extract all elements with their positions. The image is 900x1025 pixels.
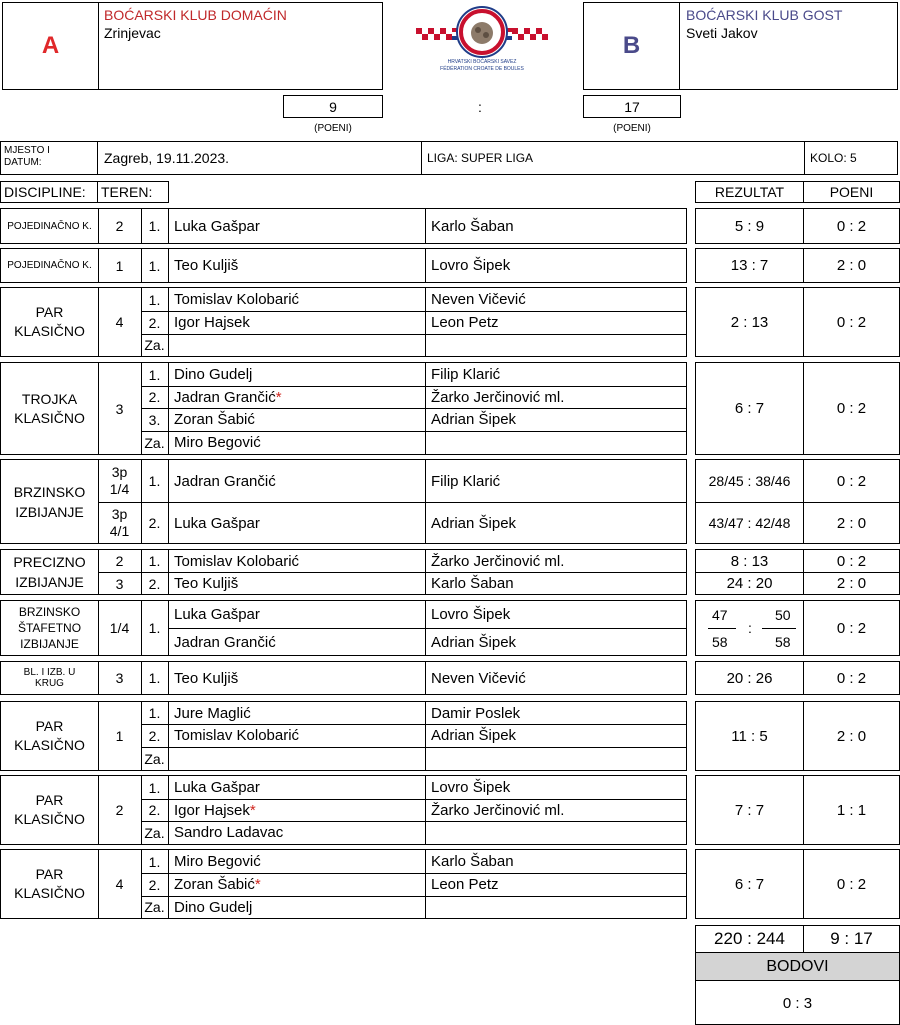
result-block-3 — [695, 287, 900, 357]
home-player: Zoran Šabić — [174, 411, 255, 428]
home-player: Jadran Grančić — [174, 472, 276, 490]
guest-player: Adrian Šipek — [431, 633, 517, 651]
discipline-block-2 — [0, 248, 687, 283]
home-player: Teo Kuljiš — [174, 669, 239, 687]
player-slot: 1. — [148, 366, 161, 383]
guest-player: Lovro Šipek — [431, 606, 511, 623]
result-block-10 — [695, 775, 900, 845]
result-block-9 — [695, 701, 900, 771]
home-player: Jadran Grančić — [174, 633, 276, 651]
result: 6 : 7 — [734, 400, 765, 417]
guest-player: Karlo Šaban — [431, 217, 514, 235]
guest-player: Žarko Jerčinović ml. — [431, 388, 565, 406]
field-number: 1/4 — [109, 620, 130, 636]
discipline-block-6 — [0, 549, 687, 595]
home-club-box — [2, 2, 383, 90]
field-number: 3p 4/1 — [109, 506, 130, 539]
result-block-7 — [695, 600, 900, 656]
total-points: 9 : 17 — [830, 929, 873, 948]
discipline-block-11 — [0, 849, 687, 919]
guest-player: Lovro Šipek — [431, 257, 511, 274]
points: 0 : 2 — [836, 400, 867, 417]
guest-player: Damir Poslek — [431, 704, 521, 722]
points: 2 : 0 — [836, 727, 867, 745]
guest-player: Žarko Jerčinović ml. — [431, 552, 565, 570]
home-player: Teo Kuljiš — [174, 257, 239, 274]
home-player: Tomislav Kolobarić — [174, 291, 300, 308]
player-slot: Za. — [144, 337, 165, 353]
result: 11 : 5 — [731, 727, 768, 745]
result: 13 : 7 — [730, 257, 769, 274]
player-slot: 1. — [148, 218, 161, 234]
info-row — [0, 141, 898, 175]
guest-player: Filip Klarić — [431, 472, 501, 490]
home-club-name: Zrinjevac — [104, 25, 161, 41]
player-slot: 2. — [148, 876, 161, 893]
points-header: POENI — [829, 184, 874, 200]
player-slot: 1. — [148, 705, 161, 721]
points: 0 : 2 — [836, 875, 867, 893]
player-slot: 2. — [148, 389, 161, 405]
home-score-caption: (POENI) — [314, 123, 352, 134]
result-block-2 — [695, 248, 900, 283]
place-date-label: MJESTO I DATUM: — [4, 145, 50, 168]
home-letter: A — [41, 32, 60, 59]
result-header: REZULTAT — [714, 184, 785, 200]
discipline-name: BL. I IZB. U KRUG — [23, 667, 76, 689]
home-player: Tomislav Kolobarić — [174, 552, 300, 570]
field-number: 4 — [115, 314, 124, 330]
bodovi-label: BODOVI — [696, 953, 899, 980]
points: 1 : 1 — [836, 801, 867, 819]
guest-player: Adrian Šipek — [431, 514, 517, 532]
home-club-label: BOĆARSKI KLUB DOMAĆIN — [104, 7, 287, 23]
home-player: Luka Gašpar — [174, 514, 260, 532]
home-score: 9 — [283, 95, 383, 118]
discipline-name: PAR KLASIČNO — [14, 792, 85, 827]
discipline-block-10 — [0, 775, 687, 845]
field-number: 1 — [115, 728, 124, 744]
discipline-block-4 — [0, 362, 687, 455]
logo-text-bottom: FÉDÉRATION CROATE DE BOULES — [440, 66, 524, 72]
discipline-block-9 — [0, 701, 687, 771]
result-block-5 — [695, 459, 900, 544]
player-slot: Za. — [144, 750, 165, 767]
discipline-block-8 — [0, 661, 687, 695]
substitution-mark: * — [249, 801, 256, 819]
home-player: Dino Gudelj — [174, 898, 253, 916]
field-number: 2 — [115, 802, 124, 818]
result: 24 : 20 — [726, 575, 773, 592]
points: 0 : 2 — [836, 313, 867, 331]
discipline-name: BRZINSKO IZBIJANJE — [13, 483, 86, 520]
guest-club-box — [583, 2, 898, 90]
discipline-block-7 — [0, 600, 687, 656]
column-header-left — [0, 181, 169, 203]
player-slot: 1. — [148, 291, 161, 308]
home-player: Jadran Grančić * — [174, 388, 282, 406]
guest-player: Leon Petz — [431, 876, 499, 893]
total-result: 220 : 244 — [714, 929, 785, 948]
guest-player: Adrian Šipek — [431, 411, 517, 428]
field-number: 3p 1/4 — [109, 464, 130, 497]
result-block-8 — [695, 661, 900, 695]
home-player: Igor Hajsek — [174, 314, 250, 331]
result-block-4 — [695, 362, 900, 455]
disciplines-header: DISCIPLINE: — [4, 184, 86, 200]
substitution-mark: * — [254, 876, 261, 893]
player-slot: 3. — [148, 411, 161, 428]
discipline-name: POJEDINAČNO K. — [7, 260, 92, 271]
result: 5 : 9 — [734, 217, 765, 235]
result: 28/45 : 38/46 — [708, 473, 791, 489]
points: 0 : 2 — [836, 472, 867, 490]
discipline-name: PAR KLASIČNO — [14, 304, 85, 339]
result-separator: : — [748, 620, 752, 636]
guest-score-caption: (POENI) — [613, 123, 651, 134]
points: 2 : 0 — [836, 575, 867, 592]
home-player: Zoran Šabić * — [174, 876, 261, 893]
guest-score: 17 — [583, 95, 681, 118]
league: LIGA: SUPER LIGA — [427, 151, 534, 165]
guest-player: Karlo Šaban — [431, 853, 514, 870]
discipline-block-1 — [0, 208, 687, 244]
logo-text-top: HRVATSKI BOĆARSKI SAVEZ — [447, 59, 517, 65]
result: 43/47 : 42/48 — [708, 515, 791, 531]
discipline-name: BRZINSKO ŠTAFETNO IZBIJANJE — [17, 605, 82, 651]
field-number: 3 — [115, 575, 124, 592]
player-slot: 1. — [148, 779, 161, 796]
discipline-name: PRECIZNO IZBIJANJE — [13, 554, 86, 590]
result: 7 : 7 — [734, 801, 765, 819]
home-player: Dino Gudelj — [174, 366, 253, 383]
field-number: 2 — [115, 553, 124, 569]
substitution-mark: * — [275, 388, 282, 406]
discipline-name: TROJKA KLASIČNO — [14, 390, 85, 426]
home-player: Miro Begović — [174, 853, 261, 870]
player-slot: 1. — [148, 553, 161, 569]
field-number: 1 — [115, 257, 124, 274]
player-slot: 2. — [148, 575, 161, 592]
field-header: TEREN: — [101, 184, 153, 200]
field-number: 4 — [115, 876, 124, 892]
home-player: Tomislav Kolobarić — [174, 727, 300, 744]
points: 0 : 2 — [836, 669, 867, 687]
home-player: Luka Gašpar — [174, 217, 260, 235]
points: 0 : 2 — [836, 552, 867, 570]
guest-player: Filip Klarić — [431, 366, 501, 383]
player-slot: 2. — [148, 727, 161, 744]
federation-logo — [412, 4, 552, 74]
player-slot: 2. — [148, 515, 161, 531]
home-player: Luka Gašpar — [174, 779, 260, 796]
player-slot: 1. — [148, 853, 161, 870]
field-number: 2 — [115, 218, 124, 234]
points: 0 : 2 — [836, 217, 867, 235]
home-player: Jure Maglić — [174, 704, 251, 722]
result-guest-top: 50 — [775, 607, 791, 623]
result-home-bottom: 58 — [712, 634, 728, 650]
points: 2 : 0 — [836, 514, 867, 532]
player-slot: Za. — [144, 899, 165, 915]
guest-club-name: Sveti Jakov — [686, 25, 758, 41]
player-slot: 1. — [148, 670, 161, 686]
guest-player: Neven Vičević — [431, 291, 526, 308]
totals-box — [695, 925, 900, 1025]
discipline-name: PAR KLASIČNO — [14, 866, 85, 901]
place-date-value: Zagreb, 19.11.2023. — [104, 150, 230, 166]
player-slot: 2. — [148, 314, 161, 331]
round: KOLO: 5 — [810, 151, 857, 165]
column-header-right — [695, 181, 900, 203]
home-player: Luka Gašpar — [174, 606, 260, 623]
guest-letter: B — [622, 32, 641, 59]
field-number: 3 — [115, 670, 124, 686]
discipline-block-5 — [0, 459, 687, 544]
discipline-name: POJEDINAČNO K. — [7, 220, 92, 232]
discipline-block-3 — [0, 287, 687, 357]
guest-player: Karlo Šaban — [431, 575, 514, 592]
result-block-6 — [695, 549, 900, 595]
guest-player: Žarko Jerčinović ml. — [431, 801, 565, 819]
result: 20 : 26 — [726, 669, 773, 687]
result-guest-bottom: 58 — [775, 634, 791, 650]
player-slot: 1. — [148, 473, 161, 489]
guest-player: Adrian Šipek — [431, 727, 517, 744]
result: 6 : 7 — [734, 875, 765, 893]
result-block-11 — [695, 849, 900, 919]
score-separator: : — [478, 99, 482, 115]
field-number: 3 — [115, 400, 124, 417]
home-player: Miro Begović — [174, 434, 261, 451]
player-slot: Za. — [144, 434, 165, 451]
guest-player: Leon Petz — [431, 314, 499, 331]
home-player: Teo Kuljiš — [174, 575, 239, 592]
player-slot: 1. — [148, 257, 161, 274]
result-block-1 — [695, 208, 900, 244]
home-player: Igor Hajsek * — [174, 801, 256, 819]
discipline-name: PAR KLASIČNO — [14, 718, 85, 753]
result-home-top: 47 — [712, 607, 728, 623]
player-slot: 2. — [148, 802, 161, 818]
result: 8 : 13 — [730, 552, 769, 570]
points: 2 : 0 — [836, 257, 867, 274]
bodovi-value: 0 : 3 — [782, 994, 813, 1012]
player-slot: Za. — [144, 824, 165, 841]
home-player: Sandro Ladavac — [174, 824, 284, 841]
guest-player: Lovro Šipek — [431, 779, 511, 796]
player-slot: 1. — [148, 620, 161, 636]
result: 2 : 13 — [730, 313, 769, 331]
guest-club-label: BOĆARSKI KLUB GOST — [686, 7, 843, 23]
guest-player: Neven Vičević — [431, 669, 526, 687]
points: 0 : 2 — [836, 619, 867, 637]
